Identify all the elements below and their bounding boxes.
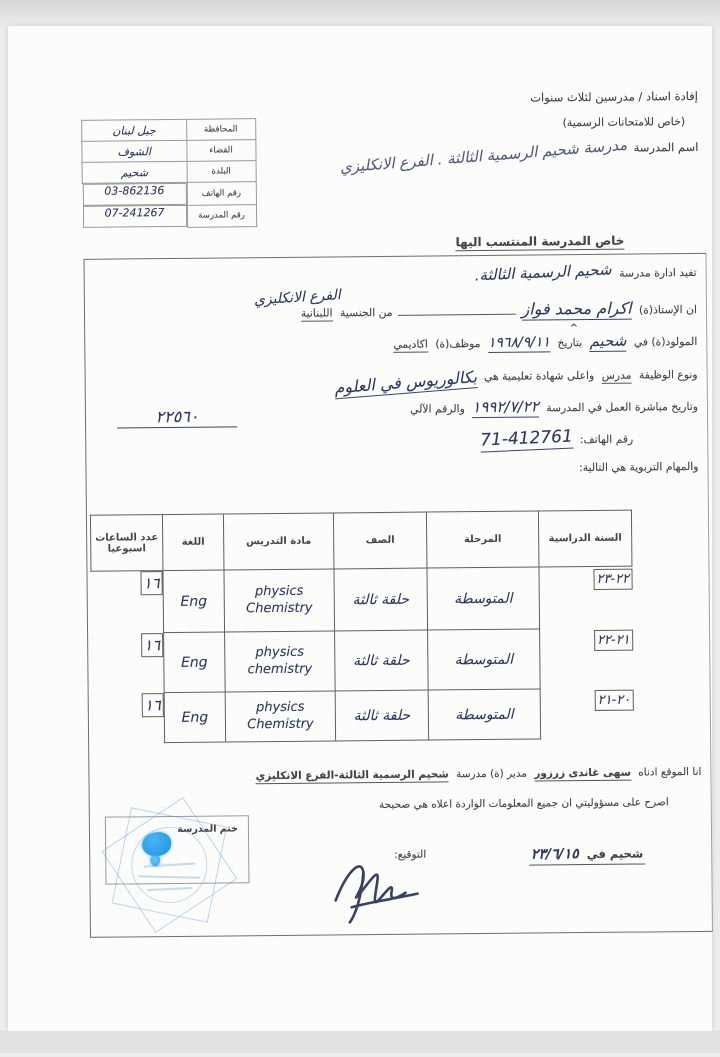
- teaching-years-table: [90, 510, 634, 744]
- place-date-line: [529, 845, 646, 865]
- header-school-year: السنة الدراسية: [538, 510, 632, 567]
- form-line-teacher: [299, 298, 699, 321]
- governorate-label: المحافظة: [186, 119, 255, 141]
- teacher-phone-label: رقم الهاتف:: [579, 432, 634, 447]
- birthplace-value: شحيم: [589, 331, 627, 350]
- subject-cell: physics chemistry: [225, 631, 336, 692]
- table-header-row: [90, 510, 632, 571]
- town-label: البلدة: [187, 161, 256, 183]
- place-label: شحيم في: [586, 846, 644, 862]
- work-start-date: ١٩٩٢/٧/٢٢: [472, 397, 539, 417]
- birthdate-label: بتاريخ: [557, 336, 583, 350]
- table-row: [92, 688, 633, 743]
- form-line-duties: [577, 460, 701, 474]
- auto-number-label: والرقم الآلي: [410, 402, 465, 416]
- job-type-value: مدرس: [601, 368, 632, 382]
- table-row: [82, 119, 256, 142]
- table-row: [82, 161, 256, 184]
- language-cell: Eng: [163, 570, 225, 633]
- table-row: [82, 204, 256, 228]
- certificate-subtitle: (خاص للامتحانات الرسمية): [562, 115, 686, 130]
- language-cell: Eng: [164, 632, 226, 693]
- governorate-value: جبل لبنان: [82, 119, 187, 141]
- job-type-label: ونوع الوظيفة: [638, 367, 698, 382]
- declaration-school-name: شحيم الرسمية الثالثة-الفرع الانكليزي: [255, 768, 449, 783]
- school-branch-handwritten: الفرع الانكليزي: [253, 287, 342, 309]
- class-cell: حلقة ثالثة: [335, 690, 428, 741]
- header-subject: مادة التدريس: [223, 513, 334, 570]
- table-row: [92, 628, 634, 693]
- header-weekly-hours: عدد الساعات اسبوعيا: [90, 515, 163, 572]
- class-cell: حلقة ثالثة: [334, 568, 428, 631]
- form-line-birth: [391, 331, 699, 354]
- employee-label: موظف(ة): [435, 337, 481, 351]
- born-in-label: المولود(ة) في: [633, 334, 698, 349]
- form-line-job: [331, 363, 699, 398]
- class-cell: حلقة ثالثة: [335, 630, 429, 691]
- year-cell: ٢٢-٢١: [594, 630, 633, 651]
- district-label: القضاء: [186, 140, 255, 162]
- degree-value: بكالوريوس في العلوم: [333, 367, 478, 398]
- school-stamp: [98, 801, 244, 927]
- hours-cell: ١٦: [140, 571, 162, 595]
- principal-title: مدير (ة) مدرسة: [456, 767, 527, 781]
- stage-cell: المتوسطة: [428, 629, 541, 690]
- auto-number-value: ٢٢٥٦٠: [117, 406, 237, 428]
- work-start-label: وتاريخ مباشرة العمل في المدرسة: [546, 399, 698, 415]
- header-language: اللغة: [162, 514, 224, 571]
- year-cell: ٢٣-٢٢: [593, 568, 632, 589]
- birthdate-value: ١٩٦٨/٩/١١: [487, 334, 551, 351]
- header-stage: المرحلة: [426, 511, 539, 568]
- school-name-handwritten: مدرسة شحيم الرسمية الثالثة . الفرع الانكليزي: [339, 135, 628, 177]
- town-value: شحيم: [82, 161, 187, 183]
- blank-underline: [398, 302, 516, 316]
- school-name-label: اسم المدرسة: [633, 139, 699, 155]
- declaration-text: اصرح على مسؤوليتي ان جميع المعلومات الواردة اعلاه هي صحيحة: [378, 796, 669, 812]
- form-line-phone: [478, 428, 636, 452]
- employee-type: اكاديمي: [393, 337, 428, 351]
- declaration-prefix: انا الموقع ادناه: [638, 765, 702, 779]
- caret-mark: ^: [569, 323, 579, 335]
- district-value: الشوف: [82, 140, 187, 162]
- phone-value: 03-862136: [82, 183, 186, 206]
- table-row: [91, 566, 633, 633]
- school-number-label: رقم المدرسة: [187, 204, 256, 227]
- form-line-start: [408, 396, 700, 419]
- year-cell: ٢١-٢٠: [595, 690, 634, 711]
- stamp-label: ختم المدرسة: [177, 823, 239, 835]
- school-admin-value: شحيم الرسمية الثالثة.: [474, 260, 613, 285]
- school-admin-label: تفيد ادارة مدرسة: [619, 265, 697, 280]
- hours-cell: ١٦: [141, 633, 163, 657]
- school-number-value: 07-241267: [82, 205, 186, 228]
- stage-cell: المتوسطة: [427, 567, 540, 630]
- degree-label: واعلى شهادة تعليمية هي: [483, 368, 595, 383]
- date-value: ٢٣/٦/١٥: [530, 846, 579, 863]
- duties-label: والمهام التربوية هي التالية:: [579, 459, 699, 475]
- principal-name: سهى غاندى زرزور: [534, 766, 631, 780]
- language-cell: Eng: [164, 692, 225, 743]
- teacher-phone-value: 71-412761: [479, 426, 573, 451]
- header-class: الصف: [333, 512, 427, 569]
- section-title: خاص المدرسة المنتسب اليها: [455, 233, 625, 250]
- teacher-label: ان الإستاذ(ة): [638, 302, 698, 317]
- nationality-label: من الجنسية: [339, 305, 393, 320]
- form-line-school: [473, 260, 699, 285]
- hours-cell: ١٦: [142, 693, 164, 717]
- stage-cell: المتوسطة: [428, 689, 540, 740]
- principal-signature: [321, 852, 434, 929]
- subject-cell: physics Chemistry: [225, 691, 335, 742]
- subject-cell: physics Chemistry: [224, 569, 335, 632]
- teacher-name: اكرام محمد فواز: [521, 298, 632, 319]
- signature-label: التوقيع:: [394, 848, 427, 861]
- table-row: [82, 140, 256, 163]
- nationality-value: اللبنانية: [300, 306, 333, 320]
- certificate-title: إفادة اسناد / مدرسين لثلاث سنوات: [530, 88, 699, 105]
- school-location-table: [81, 118, 257, 228]
- stamp-emblem-blob: [150, 854, 160, 866]
- table-row: [82, 182, 256, 206]
- phone-label: رقم الهاتف: [187, 182, 256, 205]
